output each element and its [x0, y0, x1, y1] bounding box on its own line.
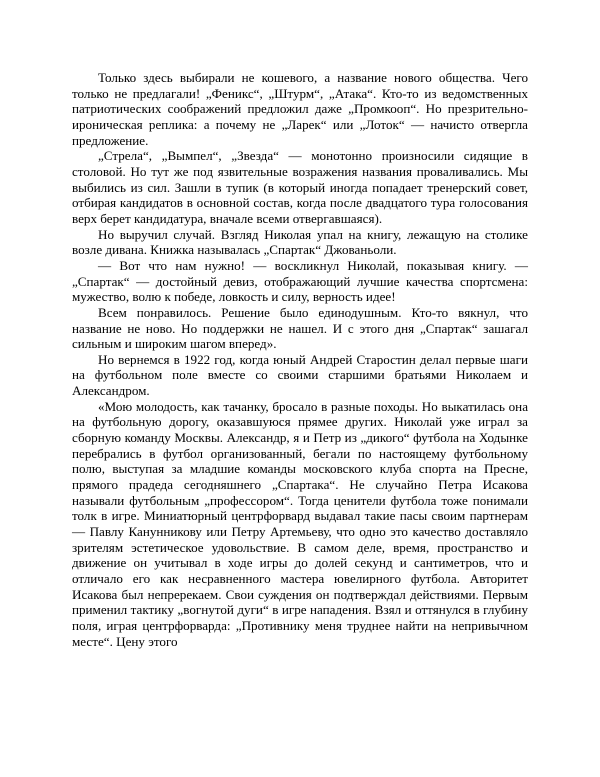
- paragraph-youth-memoir: «Мою молодость, как тачанку, бросало в разные походы. Но выкатилась она на футбольную дорогу, оказавшуюся прямее других. Николай уже играл за сборную команду Москвы. Александр, я и Петр из „дикого“ футбола на Ходынке перебрались в футбол организованный, бегали по настоящему футбольному полю, выступая за младшие команды московского клуба спорта на Пресне, прямого прадеда сегодняшнего „Спартака“. Не случайно Петра Исакова называли футбольным „профессором“. Тогда ценители футбола тоже понимали толк в игре. Миниатюрный центрфорвард выдавал такие пасы своим партнерам — Павлу Канунникову или Петру Артемьеву, что одно это качество доставляло зрителям эстетическое удовольствие. В самом деле, время, пространство и движение он учитывал в ходе игры до долей секунд и сантиметров, что и отличало его как несравненного мастера ювелирного футбола. Авторитет Исакова был непререкаем. Свои суждения он подтверждал действиями. Первым применил тактику „вогнутой дуги“ в игре нападения. Взял и оттянулся в глубину поля, играя центрфорварда: „Противнику меня труднее найти на непривычном месте“. Цену этого: [72, 398, 528, 649]
- paragraph-nikolai-quote: — Вот что нам нужно! — воскликнул Николай, показывая книгу. — „Спартак“ — достойный девиз, отображающий лучшие качества спортсмена: мужество, волю к победе, ловкость и силу, верность идее!: [72, 257, 528, 305]
- paragraph-rejected-names: „Стрела“, „Вымпел“, „Звезда“ — монотонно произносили сидящие в столовой. Но тут же под язвительные возражения названия проваливались. Мы выбились из сил. Зашли в тупик (в который иногда попадает тренерский совет, отбирая кандидатов в основной состав, когда после двадцатого тура голосования верх берет кандидатура, вначале всеми отвергавшаяся).: [72, 148, 528, 226]
- paragraph-unanimous-decision: Всем понравилось. Решение было единодушным. Кто-то вякнул, что название не ново. Но поддержки не нашел. И с этого дня „Спартак“ зашагал сильным и широким шагом вперед».: [72, 304, 528, 352]
- paragraph-spartacus-book: Но выручил случай. Взгляд Николая упал на книгу, лежащую на столике возле дивана. Книжка называлась „Спартак“ Джованьоли.: [72, 226, 528, 258]
- paragraph-naming-the-club: Только здесь выбирали не кошевого, а название нового общества. Чего только не предлагали! „Феникс“, „Штурм“, „Атака“. Кто-то из ведомственных патриотических соображений предложил даже „Промкооп“. Но презрительно-ироническая реплика: а почему не „Ларек“ или „Лоток“ — начисто отвергла предложение.: [72, 70, 528, 148]
- document-page: [72, 70, 528, 649]
- paragraph-year-1922: Но вернемся в 1922 год, когда юный Андрей Старостин делал первые шаги на футбольном поле вместе со своими старшими братьями Николаем и Александром.: [72, 351, 528, 399]
